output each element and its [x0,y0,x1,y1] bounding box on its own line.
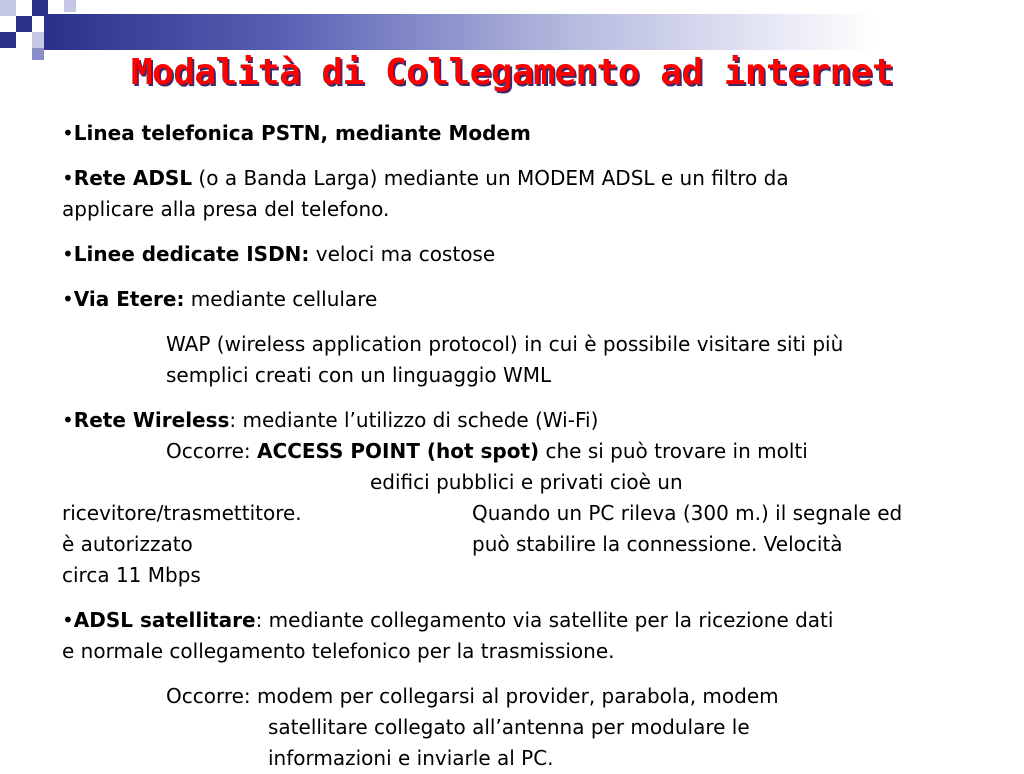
wireless-row2-left: è autorizzato [62,532,193,556]
slide-title: Modalità di Collegamento ad internet [130,52,894,93]
etere-label: Via Etere: [73,287,185,311]
bullet: • [62,608,74,632]
wireless-row-2 [62,529,982,560]
item-isdn [62,239,982,270]
adsl-label: Rete ADSL [73,166,193,190]
wireless-text: : mediante l’utilizzo di schede (Wi-Fi) [229,408,599,432]
adsl-text-2: applicare alla presa del telefono. [62,197,390,221]
wireless-occ-prefix: Occorre: [166,439,258,463]
item-adsl [62,163,982,225]
isdn-text: veloci ma costose [309,242,496,266]
item-etere [62,284,982,315]
satellite-text-2: e normale collegamento telefonico per la trasmissione. [62,639,615,663]
satellite-occ-1: Occorre: modem per collegarsi al provider, parabola, modem [166,684,779,708]
bullet: • [62,166,74,190]
satellite-occ-2: satellitare collegato all’antenna per modulare le [268,715,750,739]
slide-content [62,118,982,774]
wireless-occ-rest: che si può trovare in molti [539,439,808,463]
header-gradient-bar [44,14,1024,50]
wap-description [62,329,982,391]
bullet: • [62,287,74,311]
wireless-row1-left: ricevitore/trasmettitore. [62,501,302,525]
bullet: • [62,408,74,432]
wireless-row-1 [62,498,982,529]
satellite-text: : mediante collegamento via satellite per la ricezione dati [255,608,834,632]
item-pstn [62,118,982,149]
pstn-label: Linea telefonica PSTN, mediante Modem [73,121,531,145]
wap-line-1: WAP (wireless application protocol) in cui è possibile visitare siti più [166,332,844,356]
item-satellite [62,605,982,667]
wireless-line-last: circa 11 Mbps [62,563,201,587]
satellite-occ-3: informazioni e inviarle al PC. [268,746,554,770]
adsl-text: (o a Banda Larga) mediante un MODEM ADSL e un filtro da [192,166,789,190]
wap-line-2: semplici creati con un linguaggio WML [166,363,552,387]
wireless-row1-right: Quando un PC rileva (300 m.) il segnale ed [472,501,903,525]
wireless-label: Rete Wireless [73,408,230,432]
wireless-line-2: edifici pubblici e privati cioè un [370,470,683,494]
item-wireless [62,405,982,436]
satellite-label: ADSL satellitare [73,608,256,632]
wireless-occ-bold: ACCESS POINT (hot spot) [257,439,540,463]
isdn-label: Linee dedicate ISDN: [73,242,310,266]
bullet: • [62,121,74,145]
wireless-occorre [62,436,982,467]
wireless-row2-right: può stabilire la connessione. Velocità [472,532,843,556]
etere-text: mediante cellulare [184,287,378,311]
bullet: • [62,242,74,266]
